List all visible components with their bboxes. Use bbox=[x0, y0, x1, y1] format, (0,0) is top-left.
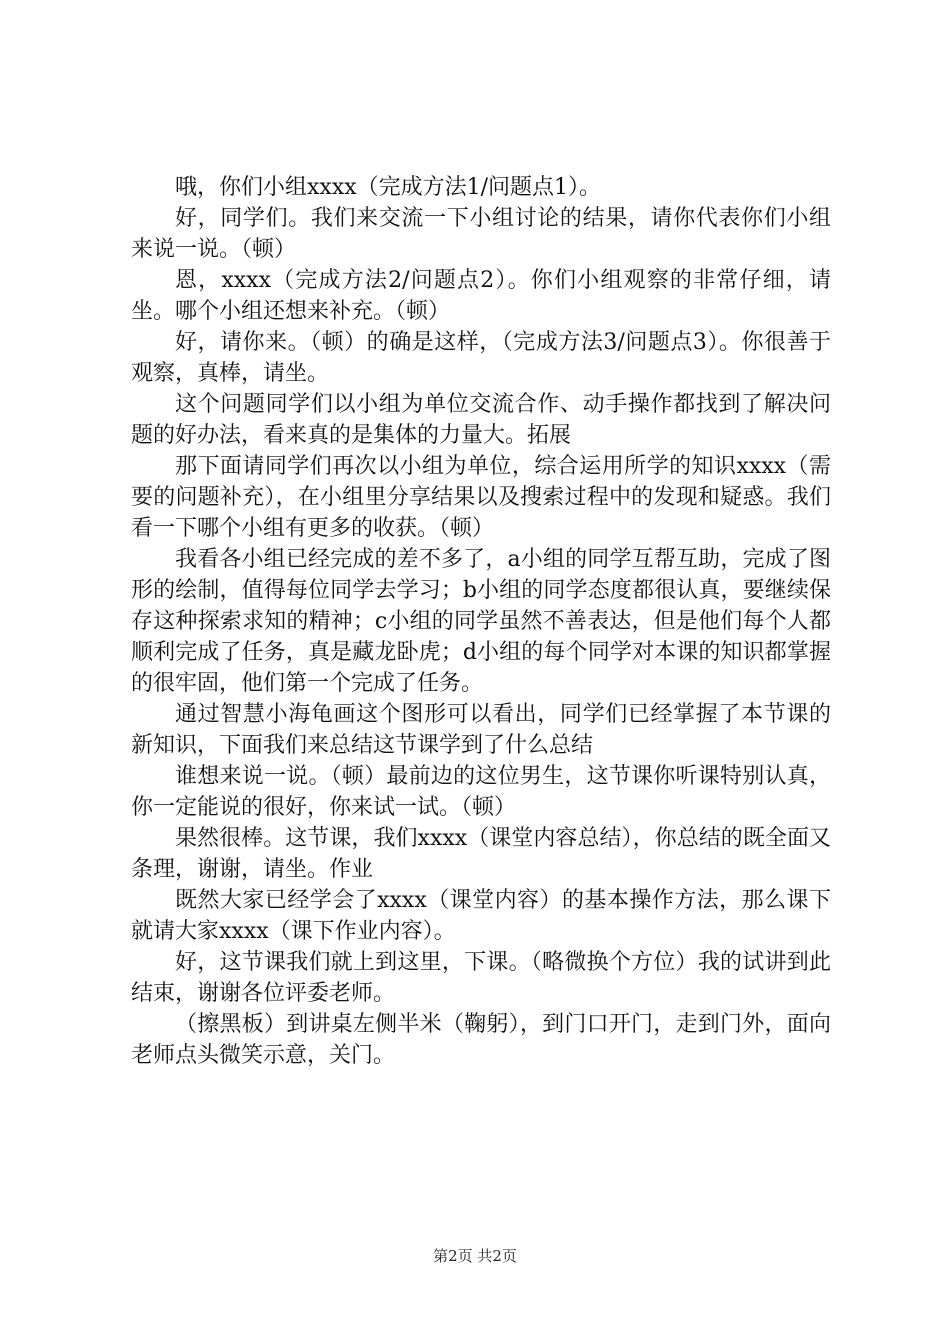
document-body bbox=[131, 172, 831, 1071]
paragraph: 好，请你来。（顿）的确是这样，（完成方法3/问题点3）。你很善于观察，真棒，请坐。 bbox=[131, 330, 831, 386]
paragraph: （擦黑板）到讲桌左侧半米（鞠躬），到门口开门，走到门外，面向老师点头微笑示意，关门。 bbox=[131, 1012, 831, 1068]
paragraph: 哦，你们小组xxxx（完成方法1/问题点1）。 bbox=[175, 175, 602, 200]
paragraph: 既然大家已经学会了xxxx（课堂内容）的基本操作方法，那么课下就请大家xxxx（课下作业内容）。 bbox=[131, 888, 831, 944]
paragraph: 通过智慧小海龟画这个图形可以看出，同学们已经掌握了本节课的新知识，下面我们来总结这节课学到了什么总结 bbox=[131, 702, 831, 758]
paragraph: 恩，xxxx（完成方法2/问题点2）。你们小组观察的非常仔细，请坐。哪个小组还想来补充。（顿） bbox=[131, 268, 831, 324]
paragraph: 我看各小组已经完成的差不多了，a小组的同学互帮互助，完成了图形的绘制，值得每位同学去学习；b小组的同学态度都很认真，要继续保存这种探索求知的精神；c小组的同学虽然不善表达，但是他们每个人都顺利完成了任务，真是藏龙卧虎；d小组的每个同学对本课的知识都掌握的很牢固，他们第一个完成了任务。 bbox=[131, 547, 831, 696]
paragraph: 果然很棒。这节课，我们xxxx（课堂内容总结），你总结的既全面又条理，谢谢，请坐。作业 bbox=[131, 826, 831, 882]
paragraph: 好，这节课我们就上到这里，下课。（略微换个方位）我的试讲到此结束，谢谢各位评委老师。 bbox=[131, 950, 831, 1006]
paragraph: 好，同学们。我们来交流一下小组讨论的结果，请你代表你们小组来说一说。（顿） bbox=[131, 206, 831, 262]
paragraph: 这个问题同学们以小组为单位交流合作、动手操作都找到了解决问题的好办法，看来真的是集体的力量大。拓展 bbox=[131, 392, 831, 448]
paragraph: 谁想来说一说。（顿）最前边的这位男生，这节课你听课特别认真，你一定能说的很好，你来试一试。（顿） bbox=[131, 764, 831, 820]
page-footer: 第2页 共2页 bbox=[433, 1247, 517, 1265]
paragraph: 那下面请同学们再次以小组为单位，综合运用所学的知识xxxx（需要的问题补充），在小组里分享结果以及搜索过程中的发现和疑惑。我们看一下哪个小组有更多的收获。（顿） bbox=[131, 454, 831, 541]
